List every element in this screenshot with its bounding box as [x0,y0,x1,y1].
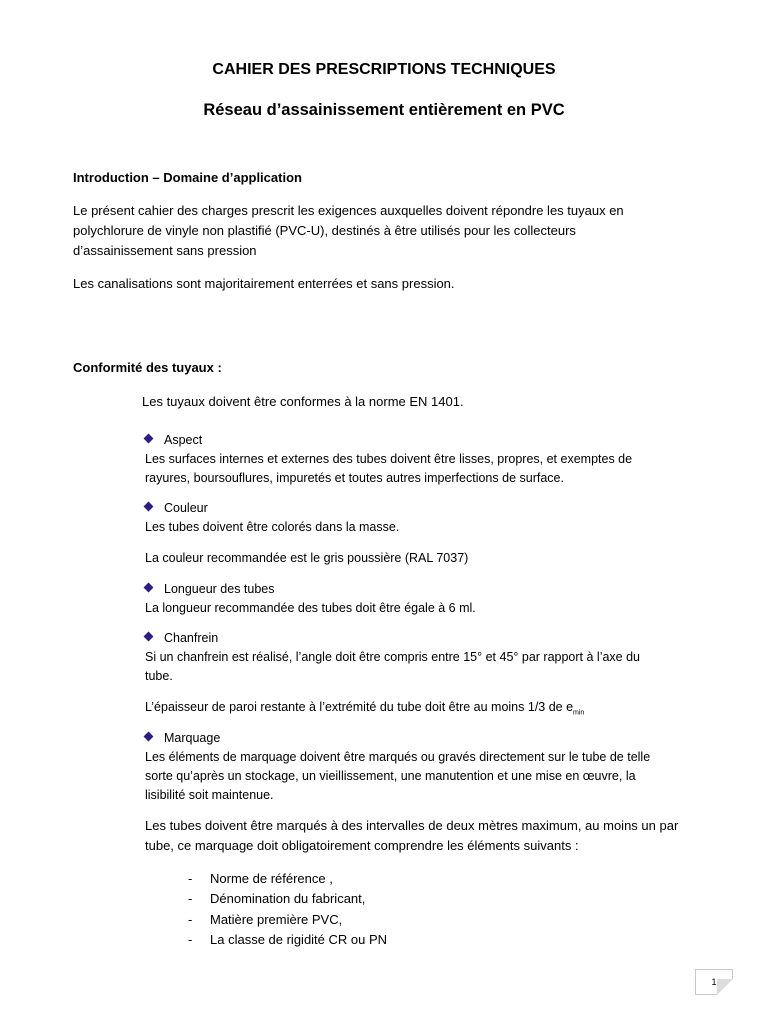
aspect-heading [145,431,202,449]
marquage-line-1: Les éléments de marquage doivent être marqués ou gravés directement sur le tube de telle [145,750,651,764]
list-item [188,910,342,930]
intro-paragraph [73,201,693,261]
chanfrein-line-2: tube. [145,669,173,683]
aspect-text [145,450,690,488]
longueur-heading-text: Longueur des tubes [164,582,275,596]
conformite-heading: Conformité des tuyaux : [73,360,222,375]
list-item-text: Matière première PVC, [210,912,343,927]
list-item-text: Norme de référence , [210,871,333,886]
intro-line-2: polychlorure de vinyle non plastifié (PVC-U), destinés à être utilisés pour les collecteurs [73,223,576,238]
diamond-bullet-icon [144,732,154,742]
chanfrein-line-3: L’épaisseur de paroi restante à l’extrémité du tube doit être au moins 1/3 de e [145,700,574,714]
diamond-bullet-icon [144,434,154,444]
list-item-text: La classe de rigidité CR ou PN [210,932,388,947]
marquage-line-5: tube, ce marquage doit obligatoirement comprendre les éléments suivants : [145,838,579,853]
diamond-bullet-icon [144,502,154,512]
couleur-line-1: Les tubes doivent être colorés dans la masse. [145,520,400,534]
chanfrein-epaisseur [145,698,690,723]
couleur-heading-text: Couleur [164,501,208,515]
aspect-line-2: rayures, boursouflures, impuretés et toutes autres imperfections de surface. [145,471,564,485]
marquage-line-2: sorte qu’après un stockage, un vieillissement, une manutention et une mise en œuvre, la [145,769,636,783]
marquage-text-2 [145,816,690,856]
marquage-heading [145,729,220,747]
longueur-line-1: La longueur recommandée des tubes doit être égale à 6 ml. [145,601,476,615]
intro-line-3: d’assainissement sans pression [73,243,257,258]
document-title: CAHIER DES PRESCRIPTIONS TECHNIQUES [212,61,556,78]
emin-subscript: min [573,709,585,717]
page-number-box [695,969,733,995]
marquage-line-4: Les tubes doivent être marqués à des intervalles de deux mètres maximum, au moins un par [145,818,679,833]
list-item [188,930,387,950]
list-item [188,889,365,909]
chanfrein-text [145,648,690,686]
document-subtitle: Réseau d’assainissement entièrement en PVC [203,101,565,119]
couleur-line-2: La couleur recommandée est le gris poussière (RAL 7037) [145,551,469,565]
couleur-heading [145,499,208,517]
chanfrein-heading [145,629,218,647]
marquage-text [145,748,690,805]
intro-heading: Introduction – Domaine d’application [73,170,302,185]
dash-bullet: - [188,932,193,947]
page-fold-icon [717,979,733,995]
diamond-bullet-icon [144,632,154,642]
marquage-line-3: lisibilité soit maintenue. [145,788,274,802]
aspect-heading-text: Aspect [164,433,203,447]
diamond-bullet-icon [144,583,154,593]
list-item [188,869,333,889]
page-number: 1 [711,977,717,987]
longueur-heading [145,580,275,598]
chanfrein-heading-text: Chanfrein [164,631,219,645]
list-item-text: Dénomination du fabricant, [210,891,366,906]
intro-line-1: Le présent cahier des charges prescrit les exigences auxquelles doivent répondre les tuyaux en [73,203,624,218]
dash-bullet: - [188,891,193,906]
dash-bullet: - [188,871,193,886]
intro-paragraph-2: Les canalisations sont majoritairement enterrées et sans pression. [73,276,455,291]
marquage-heading-text: Marquage [164,731,221,745]
aspect-line-1: Les surfaces internes et externes des tubes doivent être lisses, propres, et exemptes de [145,452,633,466]
chanfrein-line-1: Si un chanfrein est réalisé, l’angle doit être compris entre 15° et 45° par rapport à l’axe du [145,650,640,664]
conformite-norme: Les tuyaux doivent être conformes à la norme EN 1401. [142,394,464,409]
dash-bullet: - [188,912,193,927]
